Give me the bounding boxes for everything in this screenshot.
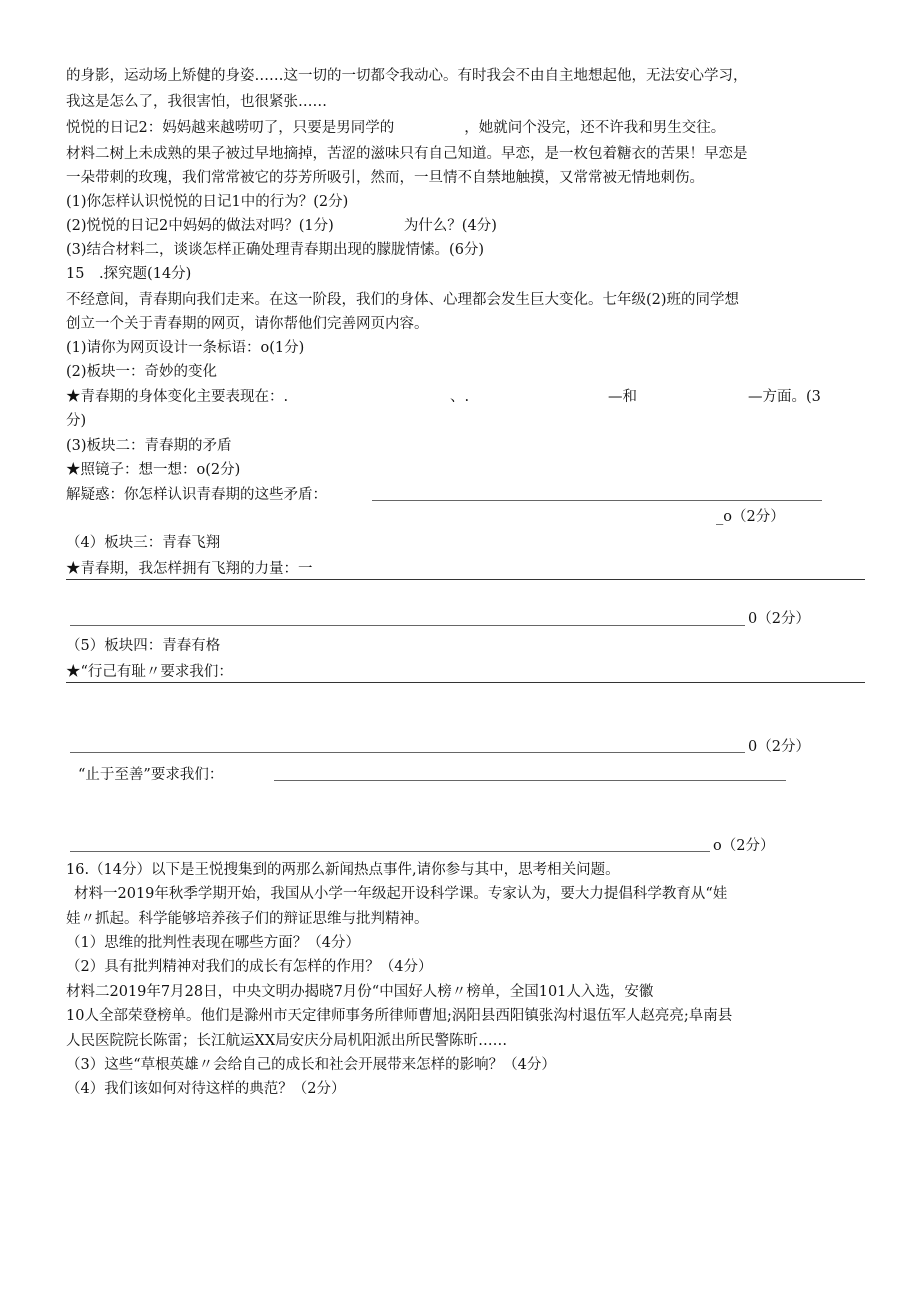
body-change-line xyxy=(66,387,288,407)
question-16-title: 16.（14分）以下是王悦搜集到的两那么新闻热点事件,请你参与其中，思考相关问题。 xyxy=(66,862,620,878)
material-2-16-line-2: 10人全部荣登榜单。他们是滁州市天定律师事务所律师曹旭;涡阳县西阳镇张沟村退伍军人赵亮亮;阜南县 xyxy=(66,1008,733,1024)
material-1-line-1: 材料一2019年秋季学期开始，我国从小学一年级起开设科学课。专家认为，要大力提倡科学教育从“娃 xyxy=(74,886,728,902)
good-answer-blank-1[interactable] xyxy=(274,780,786,781)
diary-line-2: 我这是怎么了，我很害怕，也很紧张…… xyxy=(66,94,327,110)
material-2-line-2: 一朵带刺的玫瑰，我们常常被它的芬芳所吸引，然而，一旦情不自禁地触摸，又常常被无情地刺伤。 xyxy=(66,170,704,186)
question-14-2 xyxy=(66,216,497,236)
body-change-b: 、. xyxy=(450,389,470,405)
mirror-line: ★照镜子：想一想：o(2分) xyxy=(66,462,241,478)
body-change-d: —方面。(3 xyxy=(748,389,821,405)
shame-answer-blank-2[interactable] xyxy=(70,752,745,753)
question-16-4: （4）我们该如何对待这样的典范？（2分） xyxy=(66,1081,346,1097)
doubt-score: _o（2分） xyxy=(716,509,785,525)
shame-score: 0（2分） xyxy=(748,739,810,755)
question-15-part-3: (3)板块二：青春期的矛盾 xyxy=(66,438,232,454)
body-change-c: —和 xyxy=(608,389,637,405)
body-change-a: ★青春期的身体变化主要表现在：. xyxy=(66,389,289,405)
material-1-line-2: 娃〃抓起。科学能够培养孩子们的辩证思维与批判精神。 xyxy=(66,911,429,927)
fly-answer-blank-1[interactable] xyxy=(66,579,865,580)
material-2-16-line-1: 材料二2019年7月28日，中央文明办揭晓7月份“中国好人榜〃榜单，全国101人入选，安徽 xyxy=(66,984,654,1000)
body-change-e: 分) xyxy=(66,413,87,429)
question-16-3: （3）这些“草根英雄〃会给自己的成长和社会开展带来怎样的影响？（4分） xyxy=(66,1057,556,1073)
diary-2-text-b: ，她就问个没完，还不许我和男生交往。 xyxy=(464,120,726,136)
doubt-line: 解疑惑：你怎样认识青春期的这些矛盾： xyxy=(66,487,327,503)
diary-line-1: 的身影，运动场上矫健的身姿……这一切的一切都令我动心。有时我会不由自主地想起他，无法安心学习， xyxy=(66,68,748,84)
shame-line: ★“行己有耻〃要求我们： xyxy=(66,664,233,680)
doubt-answer-blank[interactable] xyxy=(372,500,822,501)
material-2-line-1: 材料二树上未成熟的果子被过早地摘掉，苦涩的滋味只有自己知道。早恋，是一枚包着糖衣的苦果！早恋是 xyxy=(66,146,748,162)
question-15-intro-2: 创立一个关于青春期的网页，请你帮他们完善网页内容。 xyxy=(66,316,429,332)
question-15-part-4: （4）板块三：青春飞翔 xyxy=(66,535,221,551)
question-15-intro-1: 不经意间，青春期向我们走来。在这一阶段，我们的身体、心理都会发生巨大变化。七年级(2)班的同学想 xyxy=(66,292,740,308)
question-15-part-2: (2)板块一：奇妙的变化 xyxy=(66,364,218,380)
question-16-2: （2）具有批判精神对我们的成长有怎样的作用？（4分） xyxy=(66,959,433,975)
material-2-16-line-3: 人民医院院长陈雷；长江航运XX局安庆分局机阳派出所民警陈昕…… xyxy=(66,1033,508,1049)
fly-score: 0（2分） xyxy=(748,611,810,627)
fly-line: ★青春期，我怎样拥有飞翔的力量：一 xyxy=(66,561,313,577)
question-15-part-5: （5）板块四：青春有格 xyxy=(66,638,221,654)
question-14-1: (1)你怎样认识悦悦的日记1中的行为？(2分) xyxy=(66,194,349,210)
question-15-part-1: (1)请你为网页设计一条标语：o(1分) xyxy=(66,340,305,356)
question-14-2b: 为什么？(4分) xyxy=(403,218,497,234)
diary-2-line xyxy=(66,118,725,138)
question-14-3: (3)结合材料二，谈谈怎样正确处理青春期出现的朦胧情愫。(6分) xyxy=(66,242,485,258)
good-answer-blank-2[interactable] xyxy=(70,851,710,852)
question-14-2a: (2)悦悦的日记2中妈妈的做法对吗？(1分) xyxy=(66,218,334,234)
fly-answer-blank-2[interactable] xyxy=(70,625,745,626)
good-line: “止于至善”要求我们： xyxy=(78,767,224,783)
good-score: o（2分） xyxy=(713,838,775,854)
diary-2-text-a: 悦悦的日记2：妈妈越来越唠叨了，只要是男同学的 xyxy=(66,120,395,136)
question-15-title: 15 .探究题(14分) xyxy=(66,266,192,282)
shame-answer-blank-1[interactable] xyxy=(66,682,865,683)
question-16-1: （1）思维的批判性表现在哪些方面？（4分） xyxy=(66,935,360,951)
